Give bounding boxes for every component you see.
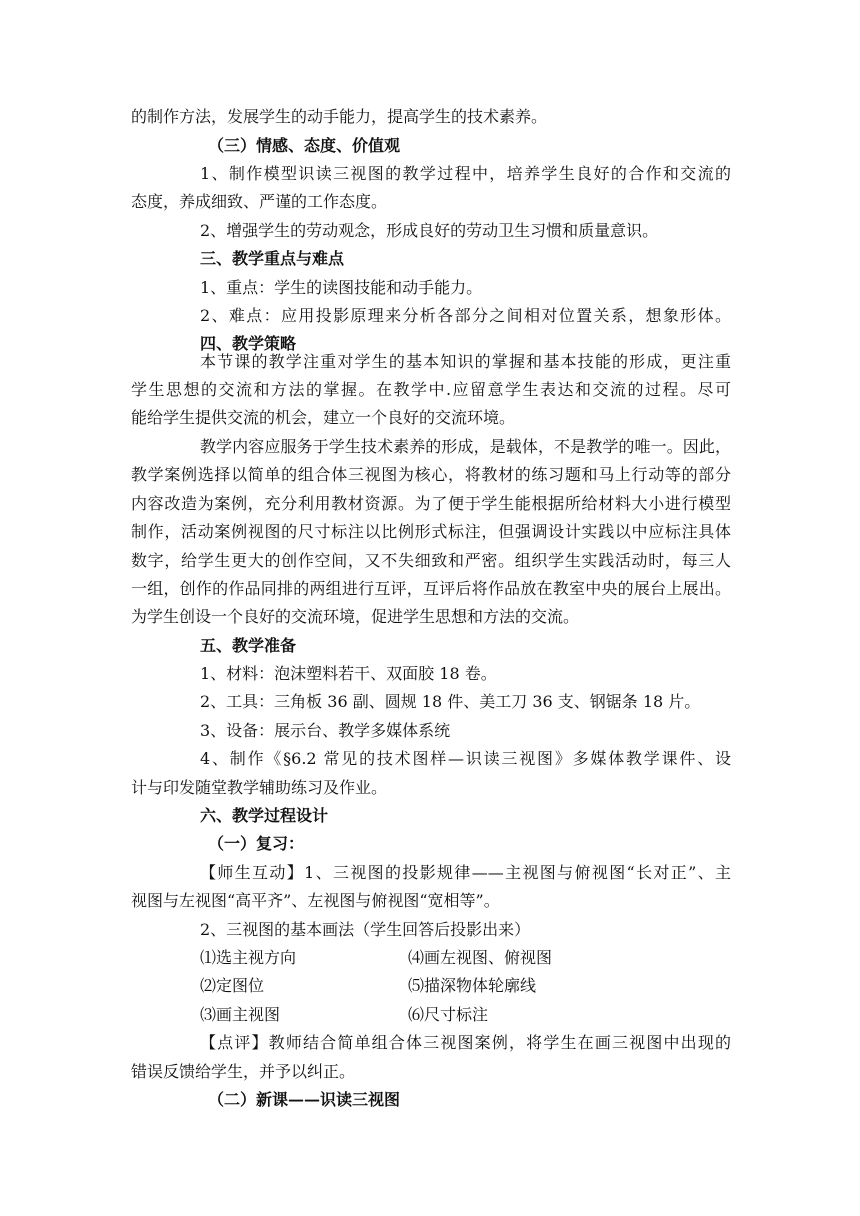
body-text: 2、难点：应用投影原理来分析各部分之间相对位置关系，想象形体。 — [200, 306, 731, 325]
step-item: ⑶画主视图 — [200, 1005, 281, 1024]
section-heading: （二）新课——识读三视图 — [208, 1090, 401, 1109]
body-text: 本节课的教学注重对学生的基本知识的掌握和基本技能的形成，更注重 — [200, 352, 731, 371]
section-heading: （三）情感、态度、价值观 — [208, 136, 401, 155]
step-item: ⑹尺寸标注 — [408, 1005, 489, 1024]
body-text: 制作，活动案例视图的尺寸标注以比例形式标注，但强调设计实践以中应标注具体 — [131, 522, 731, 541]
body-text: 视图与左视图“高平齐”、左视图与俯视图“宽相等”。 — [131, 891, 500, 910]
body-text: 2、增强学生的劳动观念，形成良好的劳动卫生习惯和质量意识。 — [200, 221, 659, 240]
body-text: 内容改造为案例，充分利用教材资源。为了便于学生能根据所给材料大小进行模型 — [131, 494, 731, 513]
body-text: 1、制作模型识读三视图的教学过程中，培养学生良好的合作和交流的 — [200, 164, 731, 183]
body-text: 为学生创设一个良好的交流环境，促进学生思想和方法的交流。 — [131, 607, 580, 626]
section-heading: 三、教学重点与难点 — [200, 249, 345, 268]
section-heading: （一）复习： — [208, 834, 305, 853]
step-item: ⑸描深物体轮廓线 — [408, 976, 537, 995]
body-text: 学生思想的交流和方法的掌握。在教学中.应留意学生表达和交流的过程。尽可 — [131, 380, 731, 399]
body-text: 计与印发随堂教学辅助练习及作业。 — [131, 778, 388, 797]
body-text: 的制作方法，发展学生的动手能力，提高学生的技术素养。 — [131, 107, 548, 126]
body-text: 【师生互动】1、三视图的投影规律——主视图与俯视图“长对正”、主 — [200, 863, 731, 882]
body-text: 态度，养成细致、严谨的工作态度。 — [131, 192, 388, 211]
body-text: 3、设备：展示台、教学多媒体系统 — [200, 721, 451, 740]
body-text: 教学案例选择以简单的组合体三视图为核心，将教材的练习题和马上行动等的部分 — [131, 465, 731, 484]
step-item: ⑴选主视方向 — [200, 948, 297, 967]
section-heading: 四、教学策略 — [200, 334, 297, 353]
body-text: 4、制作《§6.2 常见的技术图样—识读三视图》多媒体教学课件、设 — [200, 749, 731, 768]
body-text: 1、材料：泡沫塑料若干、双面胶 18 卷。 — [200, 664, 497, 683]
body-text: 教学内容应服务于学生技术素养的形成，是载体，不是教学的唯一。因此， — [200, 437, 731, 456]
step-item: ⑵定图位 — [200, 976, 265, 995]
body-text: 2、三视图的基本画法（学生回答后投影出来） — [200, 920, 531, 939]
section-heading: 五、教学准备 — [200, 636, 297, 655]
body-text: 1、重点：学生的读图技能和动手能力。 — [200, 278, 483, 297]
body-text: 【点评】教师结合简单组合体三视图案例，将学生在画三视图中出现的 — [200, 1033, 731, 1052]
body-text: 能给学生提供交流的机会，建立一个良好的交流环境。 — [131, 408, 516, 427]
section-heading: 六、教学过程设计 — [200, 806, 329, 825]
body-text: 2、工具：三角板 36 副、圆规 18 件、美工刀 36 支、钢锯条 18 片。 — [200, 692, 701, 711]
step-item: ⑷画左视图、俯视图 — [408, 948, 553, 967]
body-text: 错误反馈给学生，并予以纠正。 — [131, 1062, 356, 1081]
body-text: 一组，创作的作品同排的两组进行互评，互评后将作品放在教室中央的展台上展出。 — [131, 579, 731, 598]
body-text: 数字，给学生更大的创作空间，又不失细致和严密。组织学生实践活动时，每三人 — [131, 551, 731, 570]
